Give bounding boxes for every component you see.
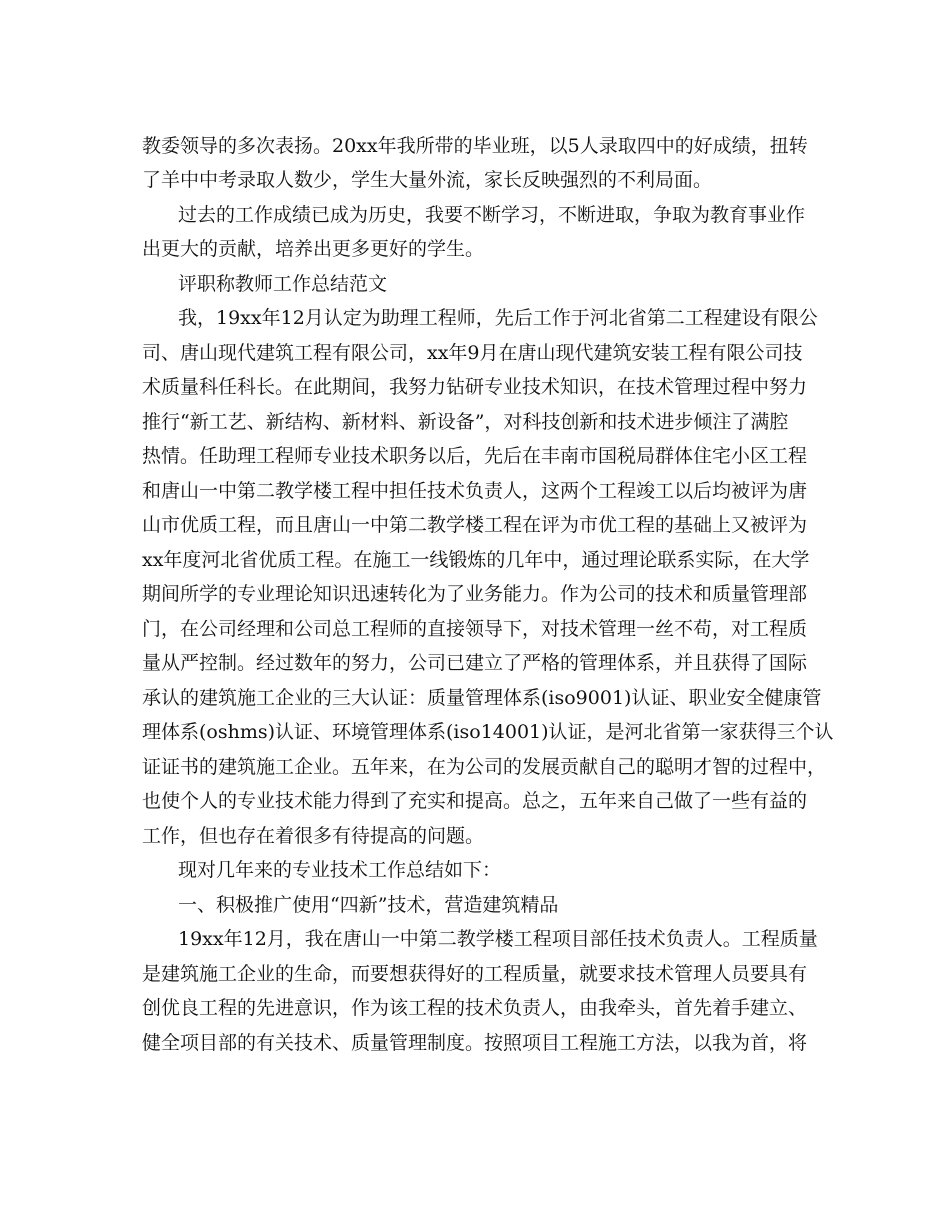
text-line: 了羊中中考录取人数少，学生大量外流，家长反映强烈的不利局面。 xyxy=(142,169,713,191)
text-line: 证证书的建筑施工企业。五年来，在为公司的发展贡献自己的聪明才智的过程中， xyxy=(142,756,827,778)
text-line: 是建筑施工企业的生命，而要想获得好的工程质量，就要求技术管理人员要具有 xyxy=(142,963,808,985)
text-line: 推行“新工艺、新结构、新材料、新设备”，对科技创新和技术进步倾注了满腔 xyxy=(142,411,789,433)
section-heading: 一、积极推广使用“四新”技术，营造建筑精品 xyxy=(178,894,559,916)
text-line: 和唐山一中第二教学楼工程中担任技术负责人，这两个工程竣工以后均被评为唐 xyxy=(142,480,808,502)
text-line: 创优良工程的先进意识，作为该工程的技术负责人，由我牵头，首先着手建立、 xyxy=(142,997,808,1019)
text-line: 期间所学的专业理论知识迅速转化为了业务能力。作为公司的技术和质量管理部 xyxy=(142,583,808,605)
text-line: 门，在公司经理和公司总工程师的直接领导下，对技术管理一丝不苟，对工程质 xyxy=(142,618,808,640)
text-line: 19xx年12月，我在唐山一中第二教学楼工程项目部任技术负责人。工程质量 xyxy=(178,928,818,950)
text-line: 工作，但也存在着很多有待提高的问题。 xyxy=(142,825,485,847)
text-line: 也使个人的专业技术能力得到了充实和提高。总之，五年来自己做了一些有益的 xyxy=(142,790,808,812)
text-line: 承认的建筑施工企业的三大认证：质量管理体系(iso9001)认证、职业安全健康管 xyxy=(142,687,822,709)
text-line: 现对几年来的专业技术工作总结如下： xyxy=(178,859,502,881)
section-heading: 评职称教师工作总结范文 xyxy=(178,273,388,295)
text-line: 热情。任助理工程师专业技术职务以后，先后在丰南市国税局群体住宅小区工程 xyxy=(142,445,808,467)
text-line: 理体系(oshms)认证、环境管理体系(iso14001)认证，是河北省第一家获得三个认 xyxy=(142,721,834,743)
text-line: 司、唐山现代建筑工程有限公司，xx年9月在唐山现代建筑安装工程有限公司技 xyxy=(142,342,803,364)
text-line: 我，19xx年12月认定为助理工程师，先后工作于河北省第二工程建设有限公 xyxy=(178,307,818,329)
text-line: 山市优质工程，而且唐山一中第二教学楼工程在评为市优工程的基础上又被评为 xyxy=(142,514,808,536)
text-line: 教委领导的多次表扬。20xx年我所带的毕业班，以5人录取四中的好成绩，扭转 xyxy=(142,135,808,157)
text-line: xx年度河北省优质工程。在施工一线锻炼的几年中，通过理论联系实际，在大学 xyxy=(142,549,810,571)
text-line: 健全项目部的有关技术、质量管理制度。按照项目工程施工方法，以我为首，将 xyxy=(142,1032,808,1054)
text-line: 量从严控制。经过数年的努力，公司已建立了严格的管理体系，并且获得了国际 xyxy=(142,652,808,674)
text-line: 出更大的贡献，培养出更多更好的学生。 xyxy=(142,238,485,260)
text-line: 过去的工作成绩已成为历史，我要不断学习，不断进取，争取为教育事业作 xyxy=(178,204,806,226)
text-line: 术质量科任科长。在此期间，我努力钻研专业技术知识，在技术管理过程中努力 xyxy=(142,376,808,398)
